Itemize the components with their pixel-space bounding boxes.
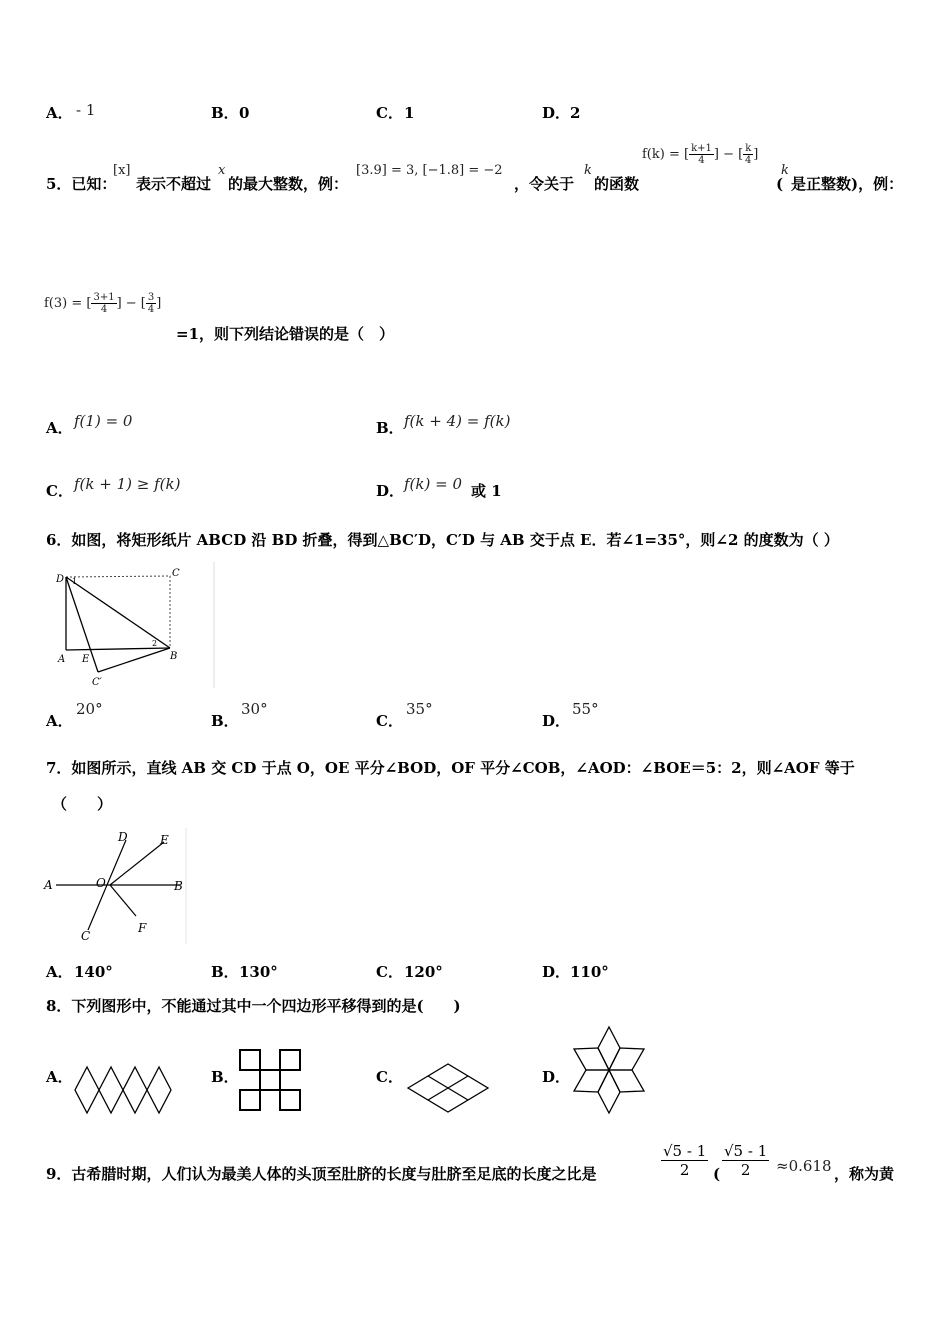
q6-option-d-value: 55°: [572, 700, 599, 718]
q7-label-a: A: [44, 878, 53, 892]
q5-ex2-end: ]: [156, 296, 162, 311]
q5-ex2-mid: ] − [: [116, 296, 146, 311]
q9-fraction: [661, 1142, 708, 1179]
q7-option-a-label: A．: [46, 963, 73, 981]
q6-option-a-label: A．: [46, 712, 73, 730]
q6-option-d-label: D．: [542, 712, 571, 730]
q5-text-6: 是正整数)，例：: [791, 175, 904, 193]
q7-label-f: F: [138, 921, 147, 935]
q8-option-b-figure: [237, 1047, 305, 1117]
q7-label-d: D: [118, 830, 128, 844]
q5-option-d-suffix: 或 1: [471, 482, 502, 500]
q8-option-c-figure: [404, 1060, 492, 1116]
q7-ray-oe: [110, 842, 164, 885]
q7-option-b-value: 130°: [239, 963, 278, 981]
q5-ex2-num1: 3+1: [93, 292, 115, 303]
q5-text-1: 表示不超过: [136, 175, 212, 193]
q8-text: 8．下列图形中，不能通过其中一个四边形平移得到的是( ): [46, 997, 461, 1015]
q4-option-b-value: 0: [239, 104, 250, 122]
q7-label-o: O: [96, 876, 106, 890]
q4-option-a-label: A．: [46, 104, 73, 122]
q6-option-b-value: 30°: [241, 700, 268, 718]
q6-side-ab: [66, 648, 170, 650]
q8-option-a-label: A．: [46, 1068, 73, 1086]
q5-ex2-den2: 4: [147, 304, 155, 315]
q6-label-b: B: [170, 651, 178, 662]
q7-label-c: C: [81, 929, 91, 943]
q9-paren: (: [713, 1165, 721, 1183]
q6-label-e: E: [82, 654, 90, 665]
q6-label-angle-2: 2: [152, 639, 158, 648]
q5-func-lhs: f(k) = [: [642, 147, 690, 162]
q5-func-den1: 4: [698, 155, 705, 166]
q5-var-k-2: k: [781, 163, 789, 178]
q5-ex2-den1: 4: [100, 304, 108, 315]
q5-text-4: 的函数: [594, 175, 640, 193]
q6-label-d: D: [56, 574, 65, 585]
q9-frac-den: 2: [679, 1161, 690, 1179]
q7-option-b-label: B．: [211, 963, 239, 981]
q7-option-a-value: 140°: [74, 963, 113, 981]
q7-label-b: B: [174, 879, 183, 893]
q5-option-c-value: f(k + 1) ≥ f(k): [74, 475, 181, 493]
q6-option-c-label: C．: [376, 712, 403, 730]
q6-label-c-prime: C′: [92, 677, 102, 688]
q5-text-5: (: [776, 175, 784, 193]
q5-option-b-label: B．: [376, 419, 404, 437]
q5-func-end: ]: [753, 147, 759, 162]
q6-text: 6．如图，将矩形纸片 ABCD 沿 BD 折叠，得到△BC′D，C′D 与 AB 交于点 E．若∠1=35°，则∠2 的度数为（ ）: [46, 531, 839, 549]
q4-option-c-value: 1: [404, 104, 415, 122]
q5-floor-x: [x]: [113, 163, 131, 178]
q9-frac-den-2: 2: [740, 1161, 751, 1179]
q5-option-b-value: f(k + 4) = f(k): [404, 412, 511, 430]
q6-option-b-label: B．: [211, 712, 239, 730]
q7-option-c-label: C．: [376, 963, 403, 981]
q8-option-c-label: C．: [376, 1068, 403, 1086]
q5-example: [3.9] = 3, [−1.8] = −2: [356, 163, 503, 178]
q5-var-k: k: [584, 163, 592, 178]
q7-text-2: （ ）: [52, 795, 113, 813]
q6-option-c-value: 35°: [406, 700, 433, 718]
q7-option-d-value: 110°: [570, 963, 609, 981]
q6-side-cpb: [98, 648, 170, 672]
q7-ray-of: [110, 885, 136, 916]
q5-func-num1: k+1: [691, 143, 712, 154]
q7-figure: [40, 828, 190, 944]
q5-func-num2: k: [745, 143, 752, 154]
q5-text-7: =1，则下列结论错误的是（ ）: [176, 325, 395, 343]
q5-func-mid: ] − [: [713, 147, 744, 162]
q5-option-a-label: A．: [46, 419, 73, 437]
q4-option-b-label: B．: [211, 104, 239, 122]
q8-option-a-figure: [72, 1064, 176, 1116]
q5-text-2: 的最大整数，例：: [228, 175, 349, 193]
q6-label-angle-1: 1: [72, 577, 78, 586]
q6-diagonal-bd: [66, 577, 170, 648]
q4-option-d-value: 2: [570, 104, 581, 122]
q9-text: 9．古希腊时期，人们认为最美人体的头顶至肚脐的长度与肚脐至足底的长度之比是: [46, 1165, 597, 1183]
q5-option-a-value: f(1) = 0: [74, 412, 133, 430]
q8-option-d-figure: [568, 1024, 650, 1116]
q7-text: 7．如图所示，直线 AB 交 CD 于点 O，OE 平分∠BOD，OF 平分∠COB，∠AOD：∠BOE＝5：2，则∠AOF 等于: [46, 759, 855, 777]
q5-ex2-lhs: f(3) = [: [44, 296, 92, 311]
q5-option-c-label: C．: [46, 482, 73, 500]
q6-option-a-value: 20°: [76, 700, 103, 718]
q6-figure: [52, 562, 218, 688]
q6-label-a: A: [58, 654, 66, 665]
q5-option-d-value: f(k) = 0: [404, 475, 462, 493]
q5-func-den2: 4: [745, 155, 752, 166]
q5-text-3: ，令关于: [514, 175, 575, 193]
q5-option-d-label: D．: [376, 482, 405, 500]
q5-function-def: [642, 143, 758, 166]
q8-option-b-label: B．: [211, 1068, 239, 1086]
q9-approx: ≈0.618: [776, 1157, 832, 1175]
q4-option-a-value: - 1: [76, 101, 96, 119]
q4-option-d-label: D．: [542, 104, 571, 122]
q7-label-e: E: [160, 833, 169, 847]
q5-var-x: x: [218, 163, 226, 178]
q7-option-c-value: 120°: [404, 963, 443, 981]
q6-label-c: C: [172, 568, 180, 579]
q9-frac-num-2: √5 - 1: [724, 1142, 768, 1160]
q9-frac-num: √5 - 1: [663, 1142, 707, 1160]
q6-dashed-rect: [66, 576, 170, 646]
q9-tail: ，称为黄: [834, 1165, 895, 1183]
q5-example-2: [44, 292, 161, 315]
q7-option-d-label: D．: [542, 963, 571, 981]
q8-option-d-label: D．: [542, 1068, 571, 1086]
q4-option-c-label: C．: [376, 104, 403, 122]
q5-ex2-num2: 3: [147, 292, 155, 303]
q9-fraction-2: [722, 1142, 769, 1179]
q5-number: 5．已知：: [46, 175, 117, 193]
